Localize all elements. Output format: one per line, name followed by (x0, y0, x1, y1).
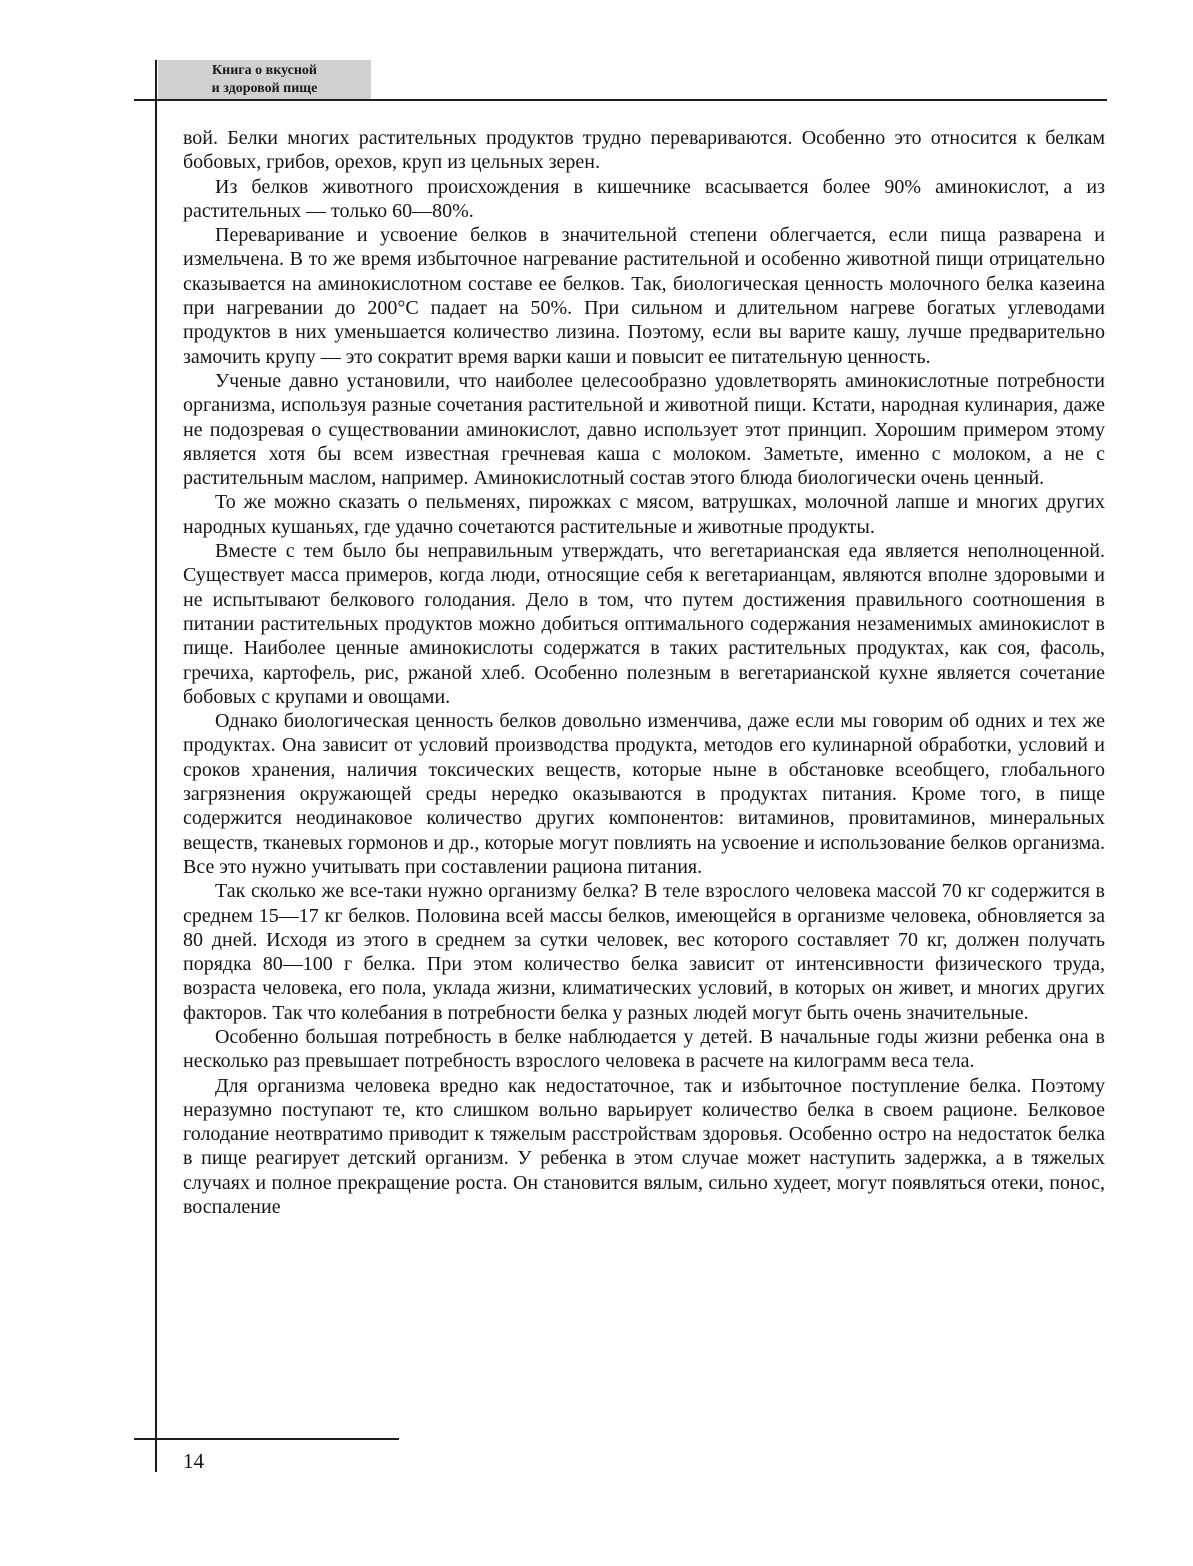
body-text (183, 126, 1105, 1219)
page-number: 14 (183, 1449, 204, 1473)
running-header-line-2: и здоровой пище (211, 81, 318, 96)
paragraph: Особенно большая потребность в белке наблюдается у детей. В начальные годы жизни ребенка она в несколько раз превышает потребность взрослого человека в расчете на килограмм веса тела. (183, 1025, 1105, 1073)
paragraph: Так сколько же все-таки нужно организму белка? В теле взрослого человека массой 70 кг содержится в среднем 15—17 кг белков. Половина всей массы белков, имеющейся в организме человека, обновляется за 80 дней. Исходя из этого в среднем за сутки человек, вес которого составляет 70 кг, должен получать порядка 80—100 г белка. При этом количество белка зависит от интенсивности физического труда, возраста человека, его пола, уклада жизни, климатических условий, в которых он живет, и многих других факторов. Так что колебания в потребности белка у разных людей могут быть очень значительные. (183, 880, 1105, 1024)
paragraph: То же можно сказать о пельменях, пирожках с мясом, ватрушках, молочной лапше и многих других народных кушаньях, где удачно сочетаются растительные и животные продукты. (183, 491, 1105, 538)
paragraph: Вместе с тем было бы неправильным утверждать, что вегетарианская еда является неполноценной. Существует масса примеров, когда люди, относящие себя к вегетарианцам, являются вполне здоровыми и не испытывают белкового голодания. Дело в том, что путем достижения правильного соотношения в питании растительных продуктов можно добиться оптимального содержания незаменимых аминокислот в пище. Наиболее ценные аминокислоты содержатся в таких растительных продуктах, как соя, фасоль, гречиха, картофель, рис, ржаной хлеб. Особенно полезным в вегетарианской кухне является сочетание бобовых с крупами и овощами. (183, 540, 1105, 708)
paragraph: Переваривание и усвоение белков в значительной степени облегчается, если пища разварена и измельчена. В то же время избыточное нагревание растительной и особенно животной пищи отрицательно сказывается на аминокислотном составе ее белков. Так, биологическая ценность молочного белка казеина при нагревании до 200°С падает на 50%. При сильном и длительном нагреве богатых углеводами продуктов в них уменьшается количество лизина. Поэтому, если вы варите кашу, лучше предварительно замочить крупу — это сократит время варки каши и повысит ее питательную ценность. (183, 224, 1105, 368)
running-header-line-1: Книга о вкусной (212, 63, 317, 78)
footer-rule (134, 1438, 399, 1440)
paragraph: Однако биологическая ценность белков довольно изменчива, даже если мы говорим об одних и тех же продуктах. Она зависит от условий производства продукта, методов его кулинарной обработки, условий и сроков хранения, наличия токсических веществ, которые ныне в обстановке всеобщего, глобального загрязнения окружающей среды нередко оказываются в продуктах питания. Кроме того, в пище содержится неодинаковое количество других компонентов: витаминов, провитаминов, минеральных веществ, тканевых гормонов и др., которые могут повлиять на усвоение и использование белков организма. Все это нужно учитывать при составлении рациона питания. (183, 710, 1105, 878)
paragraph: вой. Белки многих растительных продуктов трудно перевариваются. Особенно это относится к белкам бобовых, грибов, орехов, круп из цельных зерен. (183, 127, 1105, 174)
top-rule (134, 99, 1107, 101)
paragraph: Из белков животного происхождения в кишечнике всасывается более 90% аминокислот, а из растительных — только 60—80%. (183, 175, 1105, 222)
paragraph: Для организма человека вредно как недостаточное, так и избыточное поступление белка. Поэтому неразумно поступают те, кто слишком вольно варьирует количество белка в своем рационе. Белковое голодание неотвратимо приводит к тяжелым расстройствам здоровья. Особенно остро на недостаток белка в пище реагирует детский организм. У ребенка в этом случае может наступить задержка, а в тяжелых случаях и полное прекращение роста. Он становится вялым, сильно худеет, могут появляться отеки, понос, воспаление (183, 1074, 1105, 1219)
vertical-rule (155, 60, 157, 1472)
paragraph: Ученые давно установили, что наиболее целесообразно удовлетворять аминокислотные потребности организма, используя разные сочетания растительной и животной пищи. Кстати, народная кулинария, даже не подозревая о существовании аминокислот, давно использует этот принцип. Хорошим примером этому является хотя бы всем известная гречневая каша с молоком. Заметьте, именно с молоком, а не с растительным маслом, например. Аминокислотный состав этого блюда биологически очень ценный. (183, 369, 1105, 490)
running-header (158, 60, 371, 100)
